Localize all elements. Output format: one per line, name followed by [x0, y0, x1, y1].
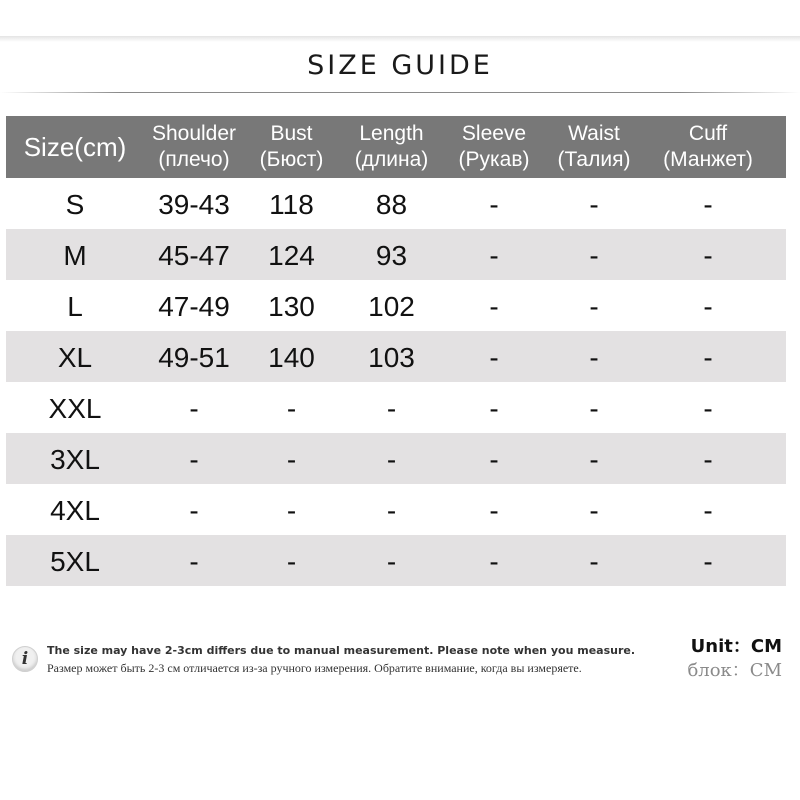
table-cell: 4XL: [50, 494, 100, 526]
unit-label-english: Unit：CM: [690, 636, 782, 657]
table-cell: 140: [268, 341, 315, 373]
table-cell: -: [589, 494, 599, 526]
table-cell: -: [589, 443, 599, 475]
table-cell: -: [286, 545, 297, 577]
table-cell: -: [589, 290, 599, 322]
table-cell: 49-51: [158, 341, 230, 373]
table-cell: 3XL: [50, 443, 100, 475]
table-cell: -: [489, 290, 499, 322]
table-cell: -: [589, 341, 599, 373]
table-row: [6, 331, 786, 382]
table-cell: -: [703, 239, 713, 271]
table-cell: -: [489, 341, 499, 373]
table-cell: 93: [375, 239, 408, 271]
table-cell: -: [703, 443, 713, 475]
top-divider: [0, 36, 800, 42]
header-bust: Bust (Бюст): [259, 121, 324, 171]
table-header-row: [6, 116, 786, 178]
note-russian: Размер может быть 2-3 см отличается из-за ручного измерения. Обратите внимание, когда вы измеряете.: [47, 661, 582, 675]
table-cell: -: [189, 392, 199, 424]
table-cell: -: [386, 443, 397, 475]
measurement-note: [10, 643, 790, 683]
table-row: [6, 229, 786, 280]
table-cell: -: [386, 545, 397, 577]
table-cell: -: [589, 188, 599, 220]
table-cell: 39-43: [158, 188, 230, 220]
header-length: Length (длина): [354, 121, 429, 171]
table-cell: 47-49: [158, 290, 230, 322]
table-cell: -: [489, 443, 499, 475]
table-cell: -: [703, 545, 713, 577]
table-cell: M: [63, 239, 87, 271]
title-divider: [0, 92, 800, 93]
table-cell: -: [489, 239, 499, 271]
header-sleeve: Sleeve (Рукав): [458, 121, 530, 171]
table-cell: -: [703, 341, 713, 373]
table-cell: -: [489, 188, 499, 220]
header-size: Size(cm): [23, 131, 127, 162]
table-cell: 118: [269, 188, 314, 220]
table-row: [6, 280, 786, 331]
table-cell: 5XL: [50, 545, 100, 577]
table-cell: 130: [268, 290, 315, 322]
note-english: The size may have 2-3cm differs due to manual measurement. Please note when you measure.: [47, 644, 636, 657]
table-cell: 102: [368, 290, 415, 322]
table-cell: -: [703, 290, 713, 322]
table-cell: -: [589, 392, 599, 424]
table-cell: -: [189, 545, 199, 577]
table-cell: -: [703, 494, 713, 526]
table-cell: -: [286, 392, 297, 424]
table-cell: XL: [57, 341, 93, 373]
table-cell: -: [386, 494, 397, 526]
table-row: [6, 535, 786, 586]
table-cell: -: [189, 443, 199, 475]
size-table: [6, 116, 786, 586]
table-row: [6, 178, 786, 229]
table-cell: -: [386, 392, 397, 424]
unit-label-russian: блок：CM: [687, 660, 782, 681]
table-cell: -: [703, 188, 713, 220]
table-cell: 103: [368, 341, 415, 373]
table-cell: -: [589, 545, 599, 577]
table-cell: 124: [268, 239, 315, 271]
table-cell: -: [703, 392, 713, 424]
info-icon: i: [12, 646, 38, 672]
table-cell: -: [589, 239, 599, 271]
table-cell: -: [189, 494, 199, 526]
table-cell: -: [489, 494, 499, 526]
table-cell: 88: [375, 188, 408, 220]
table-cell: -: [286, 494, 297, 526]
header-cuff: Cuff (Манжет): [663, 121, 753, 171]
table-row: [6, 382, 786, 433]
table-cell: -: [489, 545, 499, 577]
table-cell: S: [65, 188, 85, 220]
table-cell: -: [489, 392, 499, 424]
table-row: [6, 484, 786, 535]
table-cell: 45-47: [158, 239, 230, 271]
table-cell: -: [286, 443, 297, 475]
table-cell: L: [67, 290, 83, 322]
header-waist: Waist (Талия): [557, 121, 631, 171]
page-title: SIZE GUIDE: [307, 50, 493, 81]
header-shoulder: Shoulder (плечо): [151, 121, 237, 171]
table-row: [6, 433, 786, 484]
table-cell: XXL: [48, 392, 102, 424]
